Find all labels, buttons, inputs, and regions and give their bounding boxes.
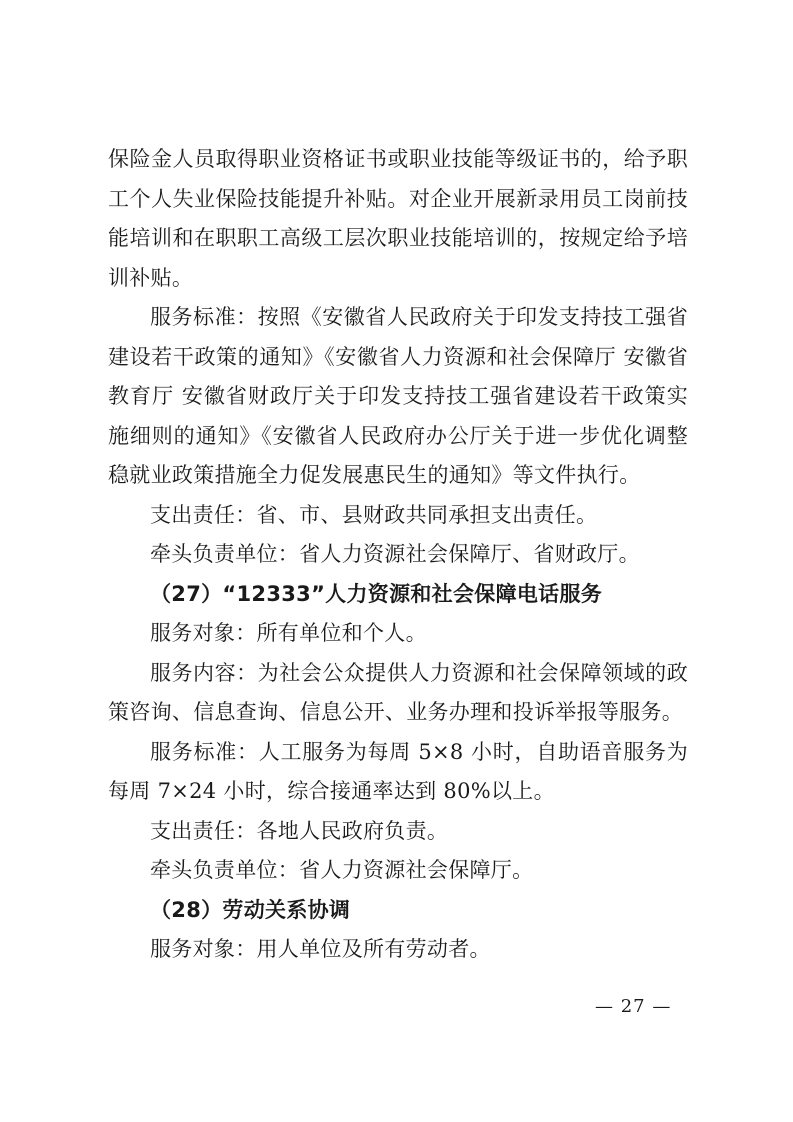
document-body [108, 140, 688, 970]
paragraph-4: 牵头负责单位：省人力资源社会保障厅、省财政厅。 [150, 542, 640, 566]
paragraph-8: 服务标准：人工服务为每周 5×8 小时，自助语音服务为每周 7×24 小时，综合接通率达到 80%以上。 [108, 739, 688, 803]
paragraph-7: 服务内容：为社会公众提供人力资源和社会保障领域的政策咨询、信息查询、信息公开、业务办理和投诉举报等服务。 [108, 660, 688, 724]
page-number: — 27 — [595, 996, 672, 1017]
paragraph-1: 保险金人员取得职业资格证书或职业技能等级证书的，给予职工个人失业保险技能提升补贴。对企业开展新录用员工岗前技能培训和在职职工高级工层次职业技能培训的，按规定给予培训补贴。 [108, 147, 688, 290]
paragraph-9: 支出责任：各地人民政府负责。 [150, 818, 449, 843]
section-heading-27: （27）“12333”人力资源和社会保障电话服务 [150, 581, 603, 606]
paragraph-10: 牵头负责单位：省人力资源社会保障厅。 [150, 858, 534, 882]
paragraph-2: 服务标准：按照《安徽省人民政府关于印发支持技工强省建设若干政策的通知》《安徽省人力资源和社会保障厅 安徽省教育厅 安徽省财政厅关于印发支持技工强省建设若干政策实施细则的通知》《安徽省人民政府办公厅关于进一步优化调整稳就业政策措施全力促发展惠民生的通知》等文件执行。 [108, 305, 688, 487]
paragraph-12: 服务对象：用人单位及所有劳动者。 [150, 937, 491, 961]
paragraph-3: 支出责任：省、市、县财政共同承担支出责任。 [150, 502, 598, 527]
section-heading-28: （28）劳动关系协调 [150, 897, 351, 922]
paragraph-6: 服务对象：所有单位和个人。 [150, 621, 427, 645]
